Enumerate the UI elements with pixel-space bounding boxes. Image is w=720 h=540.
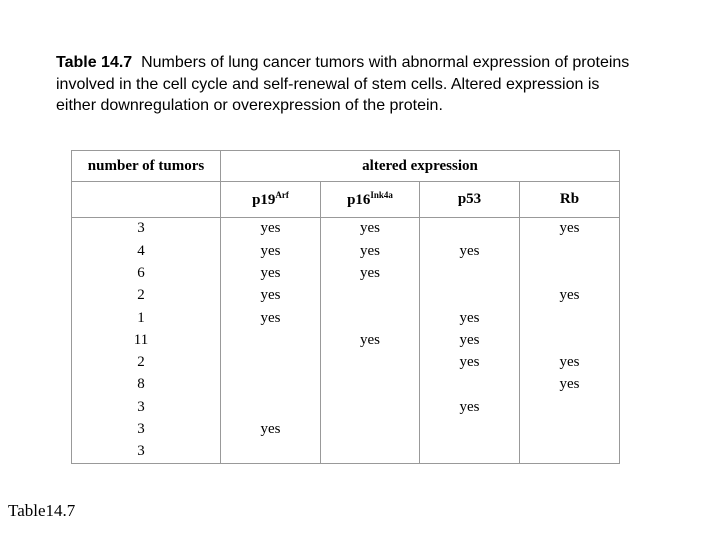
expression-cell-p53: yes xyxy=(420,329,520,351)
table-row xyxy=(72,396,620,418)
table-row xyxy=(72,418,620,440)
tumor-count-cell: 3 xyxy=(72,217,221,240)
expression-cell-p53 xyxy=(420,418,520,440)
protein-header-rb xyxy=(520,182,620,217)
expression-cell-p16 xyxy=(321,374,420,396)
expression-cell-rb xyxy=(520,396,620,418)
table-row xyxy=(72,441,620,464)
expression-cell-p53 xyxy=(420,441,520,464)
slide-footer: Table14.7 xyxy=(8,501,76,520)
expression-cell-p19: yes xyxy=(221,418,321,440)
table-row xyxy=(72,329,620,351)
protein-name: Rb xyxy=(559,191,580,208)
expression-cell-p19: yes xyxy=(221,285,321,307)
expression-cell-p19 xyxy=(221,441,321,464)
expression-cell-p16 xyxy=(321,441,420,464)
tumor-count-cell: 1 xyxy=(72,307,221,329)
expression-cell-p19: yes xyxy=(221,240,321,262)
protein-name: p16 xyxy=(347,192,371,209)
table-row xyxy=(72,240,620,262)
expression-cell-p19: yes xyxy=(221,262,321,284)
protein-header-p53 xyxy=(420,182,520,217)
expression-cell-p19 xyxy=(221,329,321,351)
tumor-count-cell: 2 xyxy=(72,285,221,307)
expression-cell-p16 xyxy=(321,285,420,307)
expression-cell-p19: yes xyxy=(221,217,321,240)
table-row xyxy=(72,374,620,396)
expression-cell-p19: yes xyxy=(221,307,321,329)
tumor-count-cell: 3 xyxy=(72,441,221,464)
expression-cell-rb xyxy=(520,307,620,329)
expression-cell-p16: yes xyxy=(321,217,420,240)
count-header-spacer xyxy=(72,182,221,217)
tumor-count-cell: 11 xyxy=(72,329,221,351)
protein-superscript: Ink4a xyxy=(370,190,393,201)
expression-cell-rb: yes xyxy=(520,352,620,374)
group-header: altered expression xyxy=(221,151,620,182)
expression-cell-p16 xyxy=(321,418,420,440)
expression-cell-rb xyxy=(520,418,620,440)
table-row xyxy=(72,285,620,307)
table-row xyxy=(72,352,620,374)
expression-cell-p16 xyxy=(321,352,420,374)
expression-cell-p53: yes xyxy=(420,352,520,374)
expression-cell-rb: yes xyxy=(520,285,620,307)
caption-text: Numbers of lung cancer tumors with abnormal expression of proteins involved in the cell cycle and self-renewal of stem cells. Altered expression is either downregulation or overexpression of the protein. xyxy=(56,54,630,114)
tumor-count-cell: 2 xyxy=(72,352,221,374)
expression-cell-rb xyxy=(520,441,620,464)
caption-label: Table 14.7 xyxy=(56,54,133,71)
expression-cell-p53 xyxy=(420,262,520,284)
expression-cell-p19 xyxy=(221,396,321,418)
expression-cell-rb: yes xyxy=(520,374,620,396)
expression-cell-p53 xyxy=(420,374,520,396)
expression-cell-rb xyxy=(520,329,620,351)
table-row xyxy=(72,217,620,240)
expression-cell-p53: yes xyxy=(420,240,520,262)
protein-header-p19 xyxy=(221,182,321,217)
expression-cell-p16 xyxy=(321,396,420,418)
tumor-count-cell: 6 xyxy=(72,262,221,284)
expression-cell-rb xyxy=(520,262,620,284)
expression-cell-p16: yes xyxy=(321,262,420,284)
expression-cell-p16: yes xyxy=(321,240,420,262)
expression-cell-p53: yes xyxy=(420,307,520,329)
protein-superscript: Arf xyxy=(275,190,289,201)
tumor-count-cell: 8 xyxy=(72,374,221,396)
count-header: number of tumors xyxy=(72,151,221,182)
table-caption xyxy=(56,52,636,117)
expression-cell-p53 xyxy=(420,217,520,240)
table-row xyxy=(72,307,620,329)
expression-cell-p19 xyxy=(221,352,321,374)
expression-cell-rb: yes xyxy=(520,217,620,240)
expression-cell-rb xyxy=(520,240,620,262)
expression-cell-p16 xyxy=(321,307,420,329)
expression-cell-p16: yes xyxy=(321,329,420,351)
protein-name: p53 xyxy=(457,191,482,208)
tumor-count-cell: 3 xyxy=(72,418,221,440)
expression-cell-p19 xyxy=(221,374,321,396)
tumor-count-cell: 3 xyxy=(72,396,221,418)
protein-header-p16 xyxy=(321,182,420,217)
table-row xyxy=(72,262,620,284)
tumor-expression-table xyxy=(71,150,620,464)
expression-cell-p53 xyxy=(420,285,520,307)
expression-cell-p53: yes xyxy=(420,396,520,418)
protein-name: p19 xyxy=(252,192,276,209)
tumor-count-cell: 4 xyxy=(72,240,221,262)
